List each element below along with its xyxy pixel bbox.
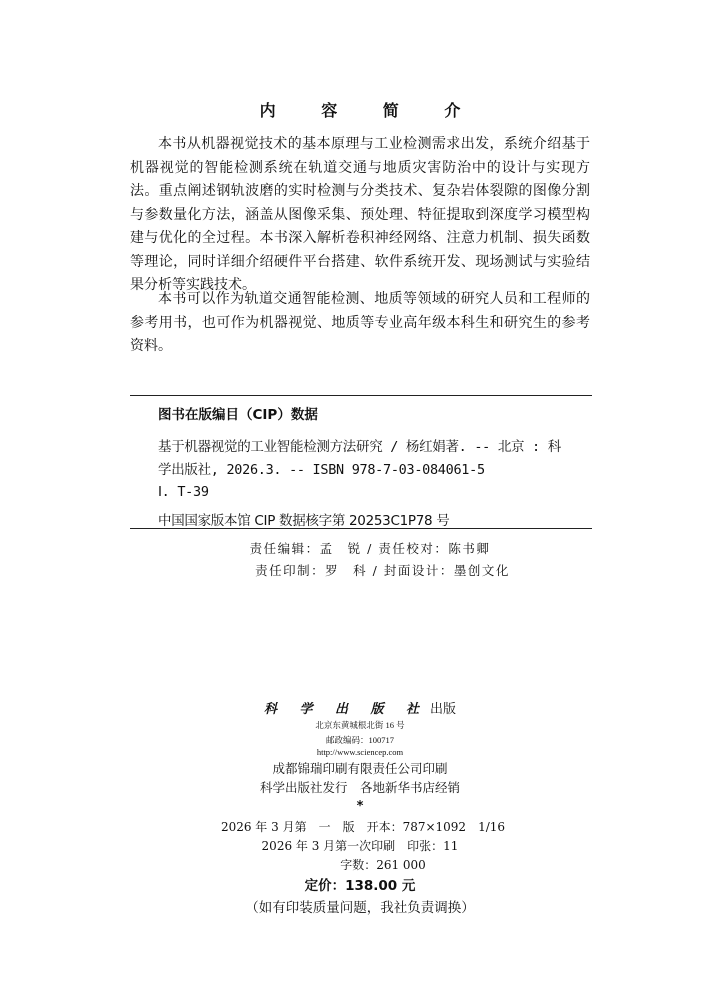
editor-credits: 责任编辑：孟 锐 / 责任校对：陈书卿 [249,541,491,556]
production-credits: 责任印制：罗 科 / 封面设计：墨创文化 [255,563,510,578]
publisher-url: http://www.sciencep.com [316,747,404,757]
synopsis-paragraph: 本书可以作为轨道交通智能检测、地质等领域的研究人员和工程师的参考用书，也可作为机器视觉、地质等专业高年级本科生和研究生的参考资料。 [130,291,590,354]
cip-data-number: 中国国家版本馆 CIP 数据核字第 20253C1P78 号 [158,513,450,529]
cip-top-divider [130,395,592,396]
price-label: 定价：138.00 元 [304,878,416,894]
distributor-line: 科学出版社发行 各地新华书店经销 [259,780,460,795]
cip-record-line: 基于机器视觉的工业智能检测方法研究 / 杨红娟著. -- 北京 : 科 [158,439,561,455]
quality-notice: （如有印装质量问题，我社负责调换） [245,900,475,916]
word-count: 字数：261 000 [340,858,426,872]
cip-record-line: 学出版社, 2026.3. -- ISBN 978-7-03-084061-5 [158,462,485,478]
synopsis-title: 内 容 简 介 [259,101,481,120]
publisher-postcode: 邮政编码：100717 [325,735,394,745]
publisher-line [0,698,720,717]
cip-bottom-divider [130,528,592,529]
printer-line: 成都锦瑞印刷有限责任公司印刷 [272,761,448,776]
separator-star: * [356,799,364,814]
publisher-suffix: 出版 [430,702,457,717]
cip-classification: Ⅰ. T-39 [158,484,209,500]
publisher-logo-text: 科 学 出 版 社 [263,702,429,717]
synopsis-paragraph: 本书从机器视觉技术的基本原理与工业检测需求出发，系统介绍基于机器视觉的智能检测系统在轨道交通与地质灾害防治中的设计与实现方法。重点阐述钢轨波磨的实时检测与分类技术、复杂岩体裂隙的图像分割与参数量化方法，涵盖从图像采集、预处理、特征提取到深度学习模型构建与优化的全过程。本书深入解析卷积神经网络、注意力机制、损失函数等理论，同时详细介绍硬件平台搭建、软件系统开发、现场测试与实验结果分析等实践技术。 [130,136,590,293]
printing-line: 2026 年 3 月第一次印刷 印张：11 [261,839,459,853]
publisher-address: 北京东黄城根北街 16 号 [315,720,405,730]
edition-line: 2026 年 3 月第 一 版 开本：787×1092 1/16 [220,820,506,834]
cip-heading: 图书在版编目（CIP）数据 [158,407,318,423]
